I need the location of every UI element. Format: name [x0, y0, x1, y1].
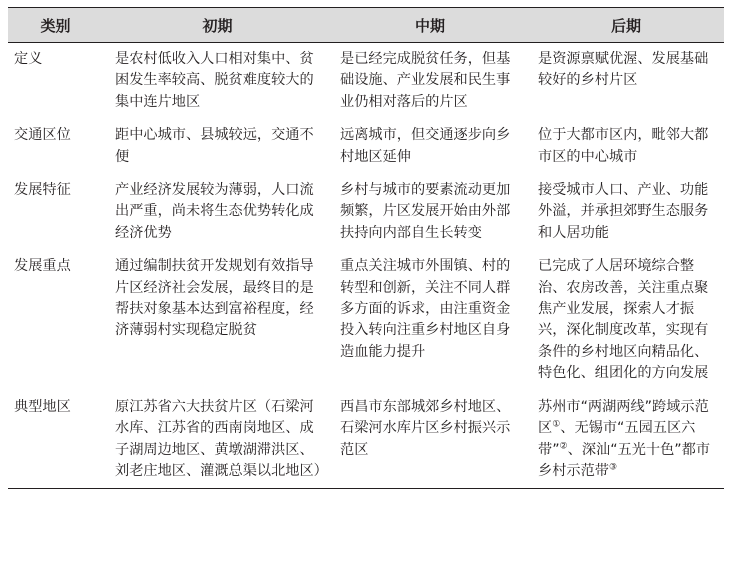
row-category: 发展特征	[14, 182, 71, 199]
header-late: 后期	[528, 8, 724, 43]
cell-early: 原江苏省六大扶贫片区（石梁河水库、江苏省的西南岗地区、成子湖周边地区、黄墩湖滞洪区、刘老庄地区、灌溉总渠以北地区）	[103, 391, 332, 489]
row-category: 定义	[14, 51, 43, 67]
cell-late: 是资源禀赋优渥、发展基础较好的乡村片区	[538, 51, 709, 89]
table-row-typical-areas	[8, 391, 724, 489]
footnote-marker: ①	[552, 419, 561, 430]
cell-early: 产业经济发展较为薄弱，人口流出严重，尚未将生态优势转化成经济优势	[115, 182, 314, 241]
cell-middle: 重点关注城市外围镇、村的转型和创新，关注不同人群多方面的诉求，由注重资金投入转向注重乡村地区自身造血能力提升	[340, 258, 511, 360]
row-category: 发展重点	[14, 258, 71, 275]
header-category: 类别	[8, 8, 103, 43]
cell-middle: 是已经完成脱贫任务，但基础设施、产业发展和民生事业仍相对落后的片区	[340, 51, 511, 110]
row-category: 典型地区	[8, 391, 103, 489]
cell-late: 位于大都市区内，毗邻大都市区的中心城市	[538, 127, 709, 165]
row-category: 交通区位	[14, 127, 71, 144]
cell-middle: 远离城市，但交通逐步向乡村地区延伸	[340, 127, 511, 165]
cell-early: 距中心城市、县城较远，交通不便	[115, 127, 314, 165]
cell-middle: 乡村与城市的要素流动更加频繁，片区发展开始由外部扶持向内部自生长转变	[340, 182, 511, 241]
late-part-text: 、深汕“五光十色”都市乡村示范带	[538, 441, 711, 479]
cell-late	[528, 391, 724, 489]
comparison-table	[8, 7, 724, 489]
cell-late: 已完成了人居环境综合整治、农房改善，关注重点聚焦产业发展，探索人才振兴，深化制度改革，实现有条件的乡村地区向精品化、特色化、组团化的方向发展	[538, 258, 709, 382]
header-early: 初期	[103, 8, 332, 43]
footnote-marker: ②	[559, 440, 568, 451]
late-part-text: 、无锡市“五园五区六带”	[538, 420, 696, 458]
table-row-definition	[8, 43, 724, 120]
late-part-text: 苏州市“两湖两线”跨域示范区	[538, 398, 709, 437]
header-middle: 中期	[332, 8, 528, 43]
table-row-location	[8, 119, 724, 174]
cell-early: 通过编制扶贫开发规划有效指导片区经济社会发展，最终目的是帮扶对象基本达到富裕程度，经济薄弱村实现稳定脱贫	[115, 258, 314, 339]
cell-late: 接受城市人口、产业、功能外溢，并承担郊野生态服务和人居功能	[538, 182, 709, 241]
header-row	[8, 8, 724, 43]
cell-middle: 西昌市东部城郊乡村地区、石梁河水库片区乡村振兴示范区	[332, 391, 528, 489]
table-row-focus	[8, 250, 724, 390]
cell-early: 是农村低收入人口相对集中、贫困发生率较高、脱贫难度较大的集中连片地区	[115, 51, 314, 110]
table-row-characteristics	[8, 174, 724, 250]
footnote-marker: ③	[608, 462, 618, 473]
